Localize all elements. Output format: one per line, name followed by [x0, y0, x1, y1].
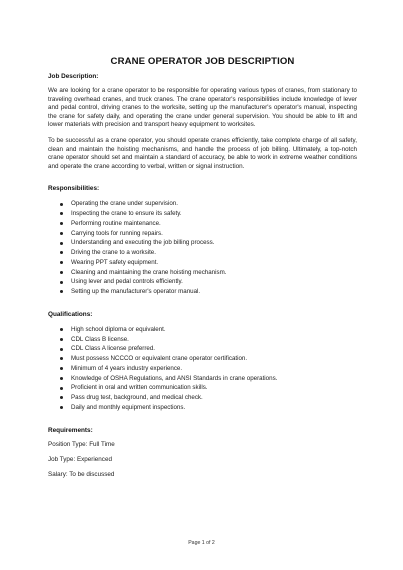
requirements-heading: Requirements:	[48, 426, 93, 434]
list-item-text: CDL Class A license preferred.	[71, 345, 156, 353]
page-number: Page 1 of 2	[188, 540, 215, 546]
bullet-icon	[60, 281, 63, 284]
list-item	[48, 209, 357, 219]
list-item-text: Daily and monthly equipment inspections.	[71, 403, 186, 411]
list-item	[48, 287, 357, 297]
list-item	[48, 277, 357, 287]
bullet-icon	[60, 222, 63, 225]
bullet-icon	[60, 242, 63, 245]
list-item-text: CDL Class B license.	[71, 335, 129, 343]
list-item-text: Cleaning and maintaining the crane hoisting mechanism.	[71, 268, 227, 276]
bullet-icon	[60, 357, 63, 360]
bullet-icon	[60, 377, 63, 380]
list-item	[48, 374, 357, 384]
document-body	[48, 56, 357, 479]
bullet-icon	[60, 232, 63, 235]
bullet-icon	[60, 203, 63, 206]
list-item	[48, 325, 357, 335]
bullet-icon	[60, 251, 63, 254]
list-item-text: High school diploma or equivalent.	[71, 325, 166, 333]
list-item	[48, 393, 357, 403]
list-item	[48, 403, 357, 413]
bullet-icon	[60, 367, 63, 370]
list-item	[48, 258, 357, 268]
job-description-heading: Job Description:	[48, 73, 99, 80]
list-item-text: Inspecting the crane to ensure its safety.	[71, 210, 182, 218]
list-item	[48, 268, 357, 278]
list-item-text: Wearing PPT safety equipment.	[71, 258, 159, 266]
bullet-icon	[60, 348, 63, 351]
bullet-icon	[60, 290, 63, 293]
bullet-icon	[60, 212, 63, 215]
list-item-text: Using lever and pedal controls efficiently.	[71, 278, 183, 286]
salary: Salary: To be discussed	[48, 470, 115, 478]
responsibilities-list	[48, 199, 357, 297]
list-item	[48, 238, 357, 248]
list-item	[48, 383, 357, 393]
job-description-paragraph-1: We are looking for a crane operator to be responsible for operating various types of cranes, from stationary to traveling overhead cranes, and truck cranes. The crane operator's responsibilities include knowledge of lever and pedal control, driving cranes to the worksite, setting up the manufacturer's operator's manual, inspecting the crane for safety daily, and operating the crane under general supervision. You should be able to lift and lower materials with precision and transport heavy equipment to worksites.	[48, 87, 357, 129]
bullet-icon	[60, 406, 63, 409]
position-type: Position Type: Full Time	[48, 440, 115, 448]
list-item	[48, 219, 357, 229]
responsibilities-heading: Responsibilities:	[48, 185, 100, 193]
list-item-text: Understanding and executing the job billing process.	[71, 239, 215, 247]
bullet-icon	[60, 261, 63, 264]
list-item	[48, 229, 357, 239]
list-item-text: Operating the crane under supervision.	[71, 200, 178, 208]
list-item-text: Minimum of 4 years industry experience.	[71, 364, 183, 372]
list-item-text: Driving the crane to a worksite.	[71, 249, 156, 257]
list-item-text: Proficient in oral and written communication skills.	[71, 384, 208, 392]
bullet-icon	[60, 387, 63, 390]
list-item-text: Pass drug test, background, and medical check.	[71, 394, 203, 402]
list-item	[48, 344, 357, 354]
list-item-text: Performing routine maintenance.	[71, 219, 161, 227]
list-item	[48, 248, 357, 258]
list-item	[48, 335, 357, 345]
list-item	[48, 354, 357, 364]
list-item-text: Must possess NCCCO or equivalent crane operator certification.	[71, 355, 248, 363]
bullet-icon	[60, 271, 63, 274]
job-type: Job Type: Experienced	[48, 455, 112, 463]
list-item	[48, 199, 357, 209]
list-item-text: Carrying tools for running repairs.	[71, 229, 163, 237]
bullet-icon	[60, 396, 63, 399]
bullet-icon	[60, 338, 63, 341]
list-item-text: Setting up the manufacturer's operator manual.	[71, 288, 201, 296]
document-title: CRANE OPERATOR JOB DESCRIPTION	[110, 56, 295, 67]
list-item-text: Knowledge of OSHA Regulations, and ANSI Standards in crane operations.	[71, 374, 278, 382]
qualifications-heading: Qualifications:	[48, 310, 93, 318]
bullet-icon	[60, 328, 63, 331]
list-item	[48, 364, 357, 374]
job-description-paragraph-2: To be successful as a crane operator, you should operate cranes efficiently, take complete charge of all safety, clean and maintain the hoisting mechanisms, and handle the process of job billing. Ultimately, a top-notch crane operator should set and maintain a standard of accuracy, be able to work in extreme weather conditions and operate the crane according to verbal, written or signal instruction.	[48, 136, 357, 170]
qualifications-list	[48, 325, 357, 413]
